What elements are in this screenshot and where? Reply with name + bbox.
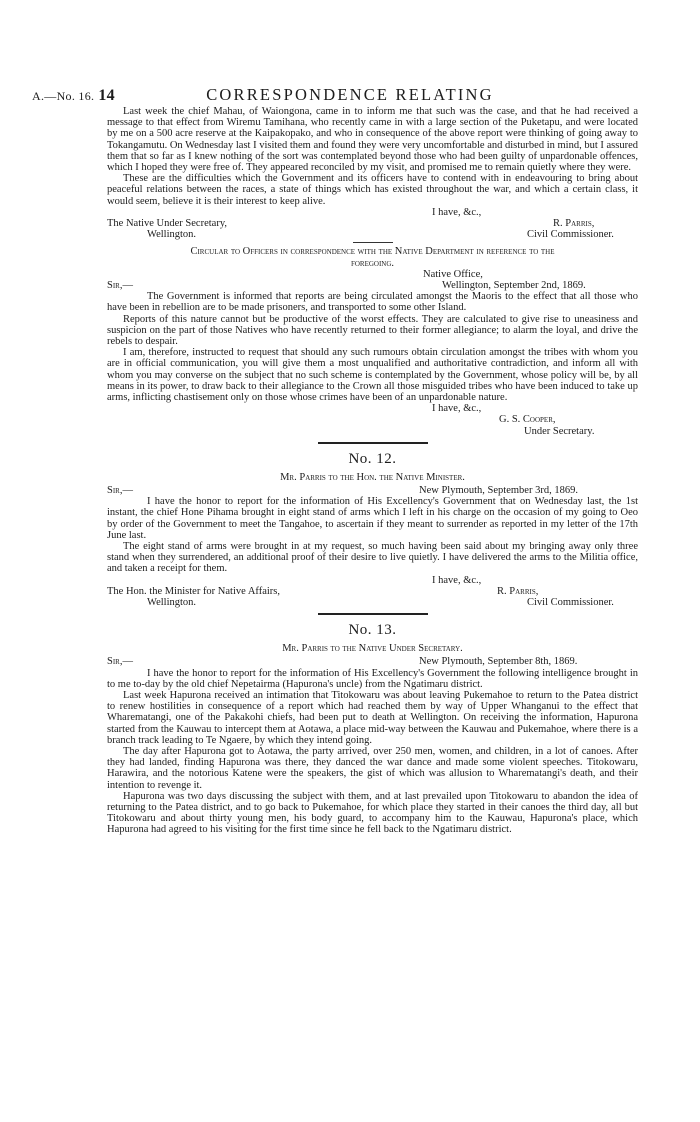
- letter-number: No. 12.: [348, 450, 397, 467]
- signer: G. S. Cooper,: [499, 414, 556, 426]
- circular: [107, 246, 638, 436]
- letter-continuation: [107, 106, 638, 240]
- circular-heading: Circular to Officers in correspondence with the Native Department in reference to the: [190, 246, 555, 258]
- page-body: [107, 106, 638, 836]
- paragraph: Last week the chief Mahau, of Waiongona, came in to inform me that such was the case, and that he had received a message to that effect from Wiremu Tamihana, who recently came in with a large section of the Puketapu, and were located by me on a 500 acre reserve at the Kaipakopako, and who in consequence of the above report were thinking of going away to Tokangamutu. On Wednesday last I visited them and found they were very uncomfortable and disturbed in mind, but I assured them that so far as I knew nothing of the sort was contemplated beyond those who had been guilty of unpardonable offences, which I hoped they were free of. They appeared reconciled by my visit, and promised me to remain quietly where they were.: [107, 106, 638, 174]
- paragraph: I have the honor to report for the information of His Excellency's Government the following intelligence brought in to me to-day by the old chief Nepetairma (Hapurona's uncle) from the Ngatimaru district.: [107, 667, 638, 690]
- salutation: Sir,—: [107, 279, 133, 291]
- paragraph: The Government is informed that reports are being circulated amongst the Maoris to the effect that all those who have been in rebellion are to be made prisoners, and transported to some other Island.: [107, 291, 638, 314]
- addressee-place: Wellington.: [147, 229, 197, 241]
- closing: I have, &c.,: [432, 206, 482, 218]
- section-rule: [318, 442, 428, 444]
- addressee: The Hon. the Minister for Native Affairs,: [107, 585, 281, 597]
- place-date: Wellington, September 2nd, 1869.: [442, 279, 586, 291]
- letter-no-13: [107, 621, 638, 835]
- section-rule: [353, 242, 393, 243]
- paragraph: These are the difficulties which the Government and its officers have to contend with in endeavouring to bring about peaceful relations between the races, a state of things which has existed throughout the war, and which a certain class, it would seem, believe it is their interest to keep alive.: [107, 173, 638, 207]
- office: Native Office,: [423, 268, 483, 280]
- signer-title: Civil Commissioner.: [527, 596, 614, 608]
- header-ref: A.—No. 16. 14: [32, 87, 115, 104]
- salutation: Sir,—: [107, 484, 133, 496]
- section-rule: [318, 613, 428, 615]
- letter-no-12: [107, 450, 638, 608]
- signer-title: Civil Commissioner.: [527, 229, 614, 241]
- running-title: CORRESPONDENCE RELATING: [206, 85, 494, 104]
- closing: I have, &c.,: [432, 574, 482, 586]
- place-date: New Plymouth, September 3rd, 1869.: [419, 484, 578, 496]
- page-number: 14: [98, 87, 115, 104]
- closing: I have, &c.,: [432, 403, 482, 415]
- letter-title: Mr. Parris to the Native Under Secretary.: [282, 643, 463, 655]
- addressee: The Native Under Secretary,: [107, 218, 228, 230]
- signer: R. Parris,: [553, 218, 595, 230]
- paragraph: The day after Hapurona got to Aotawa, the party arrived, over 250 men, women, and children, in a lot of canoes. After they had landed, finding Hapurona was there, they danced the war dance and made some violent speeches. Titokowaru, Harawira, and the notorious Katene were the speakers, the gist of which was allusion to Wharematangi's death, and their intention to revenge it.: [107, 745, 638, 791]
- salutation: Sir,—: [107, 656, 133, 668]
- paragraph: Hapurona was two days discussing the subject with them, and at last prevailed upon Titokowaru to abandon the idea of returning to the Patea district, and to go back to Pukemahoe, for which place they started in their canoes the third day, all but Titokowaru and about thirty young men, his body guard, to accompany him to the Kauwau, Hapurona's place, which Hapurona had agreed to his visiting for the first time since he fell back to the Ngatimaru district.: [107, 790, 638, 836]
- page-header: [0, 84, 700, 104]
- letter-number: No. 13.: [348, 622, 397, 639]
- paragraph: Reports of this nature cannot but be productive of the worst effects. They are calculated to give rise to uneasiness and suspicion on the part of those Natives who have recently returned to their former allegiance; to alarm the loyal, and drive the rebels to despair.: [107, 313, 638, 347]
- paragraph: Last week Hapurona received an intimation that Titokowaru was about leaving Pukemahoe to return to the Patea district to renew hostilities in consequence of a report which had reached them by way of Upper Whanganui to the effect that Wharematangi, one of the Pakakohi chiefs, had been put to death at Wellington. On receiving the information, Hapurona started from the Kauwau to intercept them at Aotawa, a place mid-way between the Kauwau and Pukemahoe, where there is a branch track leading to Te Ngaere, by which they intend going.: [107, 689, 638, 746]
- paragraph: I am, therefore, instructed to request that should any such rumours obtain circulation amongst the tribes with whom you are in official communication, you will give them a most unqualified and authoritative contradiction, and inform all with whom you may converse on the subject that no such scheme is contemplated by the Government, whose policy will be, by all means in its power, to draw back to their allegiance to the Crown all those misguided tribes who have been induced to take up arms, inflicting chastisement only on those whose crimes have been of an unpardonable nature.: [107, 347, 638, 403]
- letter-title: Mr. Parris to the Hon. the Native Minister.: [280, 471, 465, 483]
- signer: R. Parris,: [497, 585, 539, 597]
- paragraph: The eight stand of arms were brought in at my request, so much having been said about my bringing away only three stand when they surrendered, an additional proof of their desire to live quietly. I have delivered the arms to the Militia office, and taken a receipt for them.: [107, 540, 638, 575]
- place-date: New Plymouth, September 8th, 1869.: [419, 656, 578, 668]
- paragraph: I have the honor to report for the information of His Excellency's Government that on Wednesday last, the 1st instant, the chief Hone Pihama brought in eight stand of arms which I left in his charge on the occasion of my going to Oeo by order of the Government to meet the Tangahoe, to ascertain if they meant to surrender as reported in my letter of the 17th June last.: [107, 496, 638, 541]
- signer-title: Under Secretary.: [524, 425, 595, 437]
- circular-heading-cont: foregoing.: [350, 257, 395, 269]
- addressee-place: Wellington.: [147, 596, 197, 608]
